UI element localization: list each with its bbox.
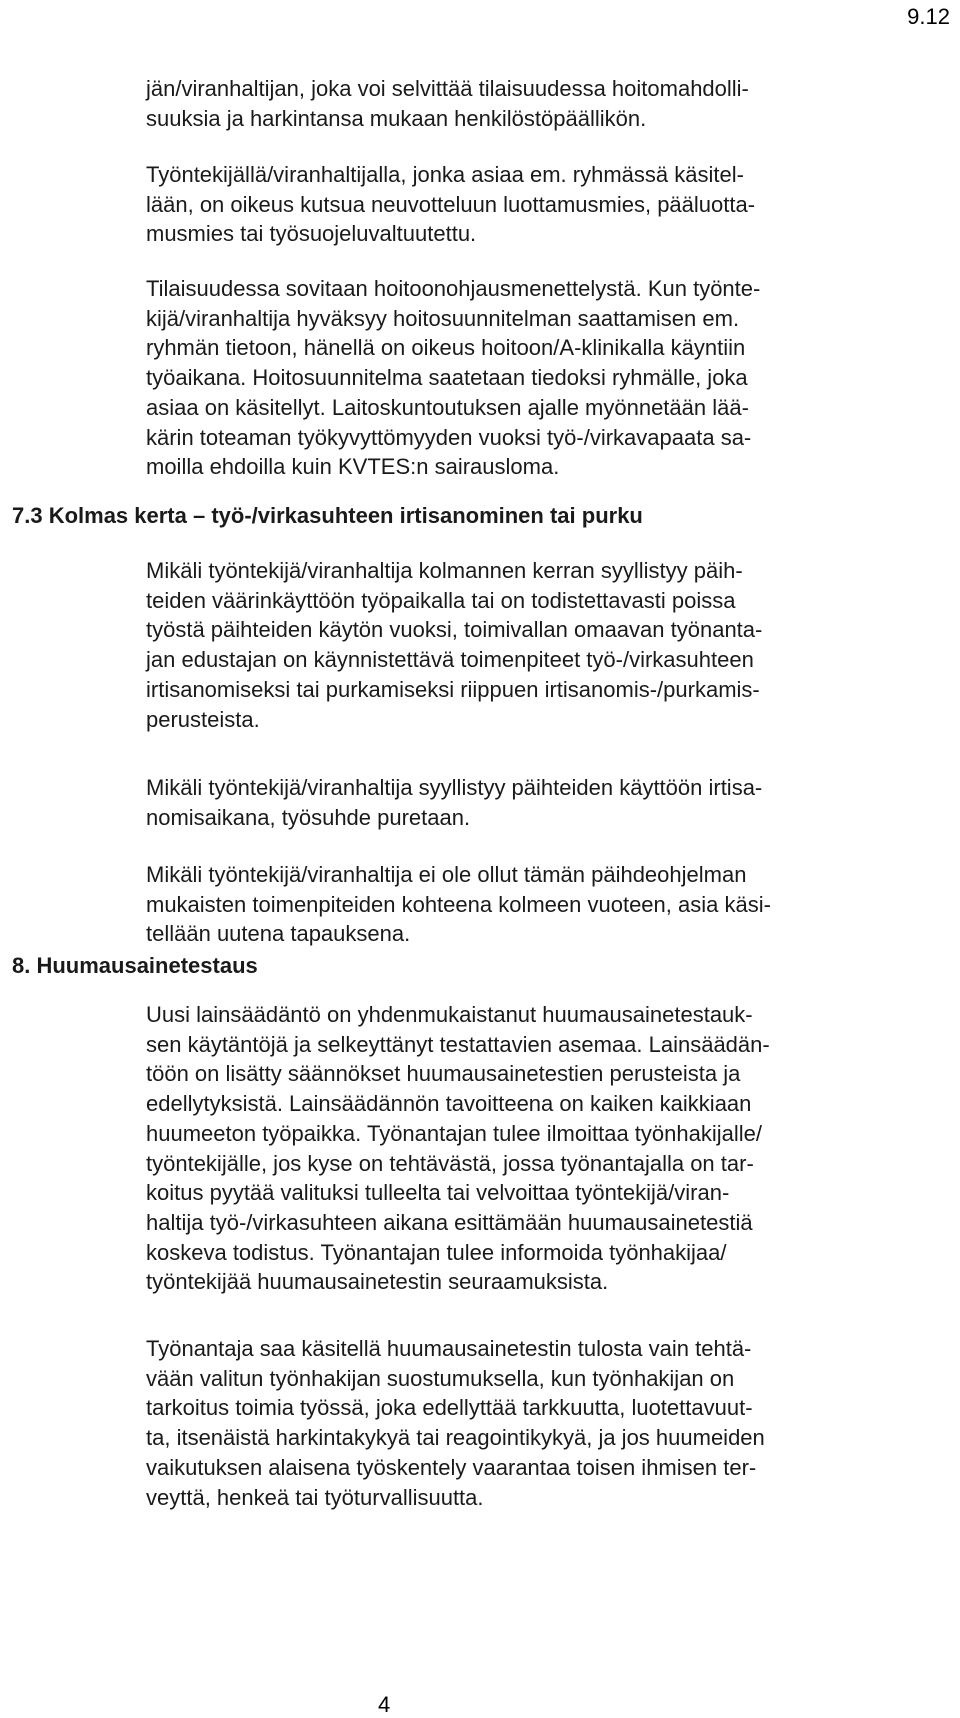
text-line: irtisanomiseksi tai purkamiseksi riippuen irtisanomis-/purkamis- — [146, 676, 760, 702]
text-line: ta, itsenäistä harkintakykyä tai reagointikykyä, ja jos huumeiden — [146, 1425, 765, 1451]
paragraph-6 — [146, 860, 936, 949]
text-line: sen käytäntöjä ja selkeyttänyt testattavien asemaa. Lainsäädän- — [146, 1031, 770, 1057]
text-line: tellään uutena tapauksena. — [146, 921, 411, 947]
text-line: jan edustajan on käynnistettävä toimenpiteet työ-/virkasuhteen — [146, 647, 754, 673]
text-line: musmies tai työsuojeluvaltuutettu. — [146, 221, 477, 247]
text-line: huumeeton työpaikka. Työnantajan tulee ilmoittaa työnhakijalle/ — [146, 1120, 762, 1146]
paragraph-8 — [146, 1334, 936, 1512]
text-line: perusteista. — [146, 706, 260, 732]
text-line: Uusi lainsäädäntö on yhdenmukaistanut huumausainetestauk- — [146, 1002, 753, 1027]
text-line: koskeva todistus. Työnantajan tulee informoida työnhakijaa/ — [146, 1239, 727, 1265]
text-line: töön on lisätty säännökset huumausainetestien perusteista ja — [146, 1061, 741, 1087]
text-line: veyttä, henkeä tai työturvallisuutta. — [146, 1484, 484, 1510]
paragraph-1 — [146, 74, 936, 133]
paragraph-2 — [146, 160, 936, 249]
text-line: suuksia ja harkintansa mukaan henkilöstöpäällikön. — [146, 105, 647, 131]
text-line: haltija työ-/virkasuhteen aikana esittämään huumausainetestiä — [146, 1209, 753, 1235]
text-line: teiden väärinkäyttöön työpaikalla tai on todistettavasti poissa — [146, 587, 736, 613]
text-line: työaikana. Hoitosuunnitelma saatetaan tiedoksi ryhmälle, joka — [146, 365, 748, 391]
text-line: ryhmän tietoon, hänellä on oikeus hoitoon/A-klinikalla käyntiin — [146, 335, 746, 361]
text-line: tarkoitus toimia työssä, joka edellyttää tarkkuutta, luotettavuut- — [146, 1395, 753, 1421]
text-line: vaikutuksen alaisena työskentely vaarantaa toisen ihmisen ter- — [146, 1454, 757, 1480]
page-number-bottom: 4 — [378, 1692, 391, 1717]
paragraph-3 — [146, 274, 936, 482]
text-line: Mikäli työntekijä/viranhaltija syyllistyy päihteiden käyttöön irtisa- — [146, 775, 763, 800]
paragraph-4 — [146, 556, 936, 734]
paragraph-5 — [146, 773, 936, 832]
text-line: vään valitun työnhakijan suostumuksella, kun työnhakijan on — [146, 1365, 735, 1391]
text-line: Mikäli työntekijä/viranhaltija ei ole ollut tämän päihdeohjelman — [146, 862, 747, 887]
text-line: koitus pyytää valituksi tulleelta tai velvoittaa työntekijä/viran- — [146, 1180, 730, 1206]
text-line: mukaisten toimenpiteiden kohteena kolmeen vuoteen, asia käsi- — [146, 891, 771, 917]
paragraph-7 — [146, 1000, 936, 1297]
text-line: nomisaikana, työsuhde puretaan. — [146, 804, 471, 830]
text-line: kijä/viranhaltija hyväksyy hoitosuunnitelman saattamisen em. — [146, 305, 740, 331]
text-line: Työnantaja saa käsitellä huumausainetestin tulosta vain tehtä- — [146, 1336, 752, 1361]
text-line: jän/viranhaltijan, joka voi selvittää tilaisuudessa hoitomahdolli- — [146, 76, 749, 101]
text-line: Tilaisuudessa sovitaan hoitoonohjausmenettelystä. Kun työnte- — [146, 276, 761, 301]
text-line: työntekijälle, jos kyse on tehtävästä, jossa työnantajalla on tar- — [146, 1150, 754, 1176]
text-line: edellytyksistä. Lainsäädännön tavoitteena on kaiken kaikkiaan — [146, 1091, 752, 1117]
text-line: Mikäli työntekijä/viranhaltija kolmannen kerran syyllistyy päih- — [146, 558, 743, 583]
text-line: asiaa on käsitellyt. Laitoskuntoutuksen ajalle myönnetään lää- — [146, 394, 749, 420]
page-number-top: 9.12 — [907, 4, 950, 29]
text-line: Työntekijällä/viranhaltijalla, jonka asiaa em. ryhmässä käsitel- — [146, 162, 744, 187]
section-heading-8: 8. Huumausainetestaus — [12, 953, 258, 978]
text-line: moilla ehdoilla kuin KVTES:n sairausloma. — [146, 454, 560, 480]
text-line: työstä päihteiden käytön vuoksi, toimivallan omaavan työnanta- — [146, 617, 763, 643]
text-line: lään, on oikeus kutsua neuvotteluun luottamusmies, pääluotta- — [146, 191, 756, 217]
text-line: työntekijää huumausainetestin seuraamuksista. — [146, 1269, 609, 1295]
text-line: kärin toteaman työkyvyttömyyden vuoksi työ-/virkavapaata sa- — [146, 424, 752, 450]
section-heading-7-3: 7.3 Kolmas kerta – työ-/virkasuhteen irtisanominen tai purku — [12, 503, 643, 528]
